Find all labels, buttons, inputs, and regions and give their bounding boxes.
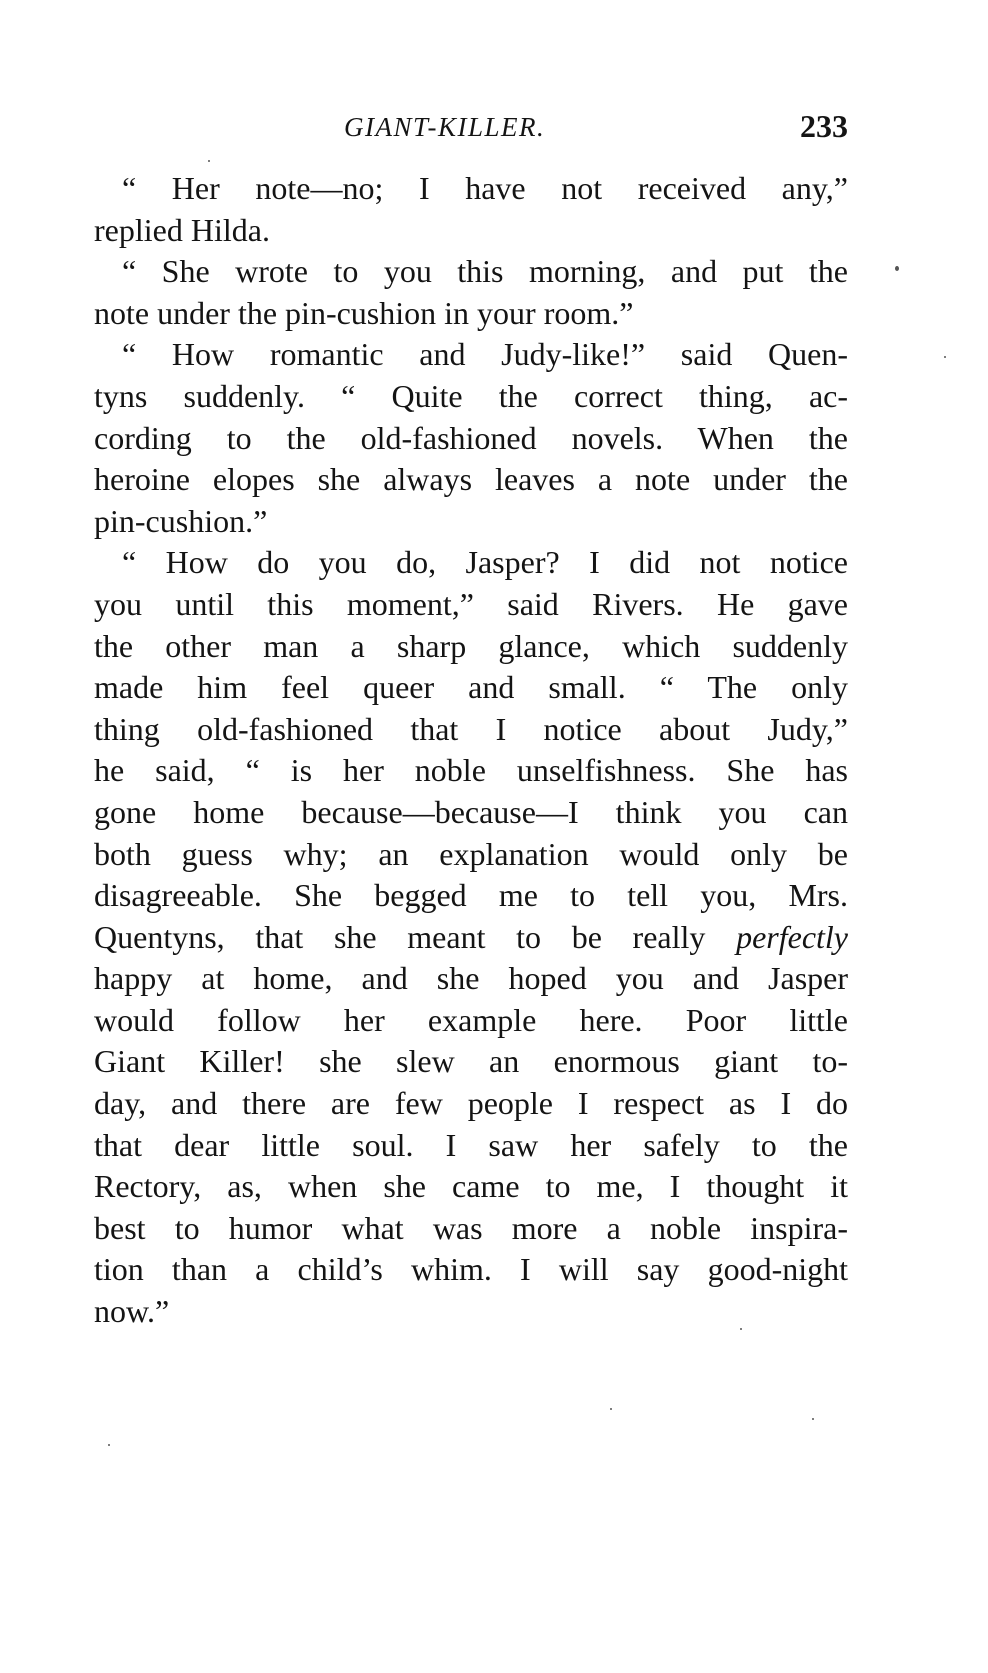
text-line: gone home because—because—I think you can [94,793,848,830]
text-line: happy at home, and she hoped you and Jasper [94,960,848,997]
text-line: the other man a sharp glance, which suddenly [94,627,848,664]
running-head [94,108,848,152]
text-line: made him feel queer and small. “ The only [94,669,848,706]
text-line: that dear little soul. I saw her safely to the [94,1126,848,1163]
paper-speck [895,266,899,271]
running-title: GIANT-KILLER. [344,112,546,142]
text-line: cording to the old-fashioned novels. When the [94,419,848,456]
text-line: heroine elopes she always leaves a note under the [94,461,848,498]
page-number: 233 [800,108,848,144]
text-line: “ How romantic and Judy-like!” said Quen- [122,336,848,373]
paper-speck [108,1444,110,1446]
text-line: note under the pin-cushion in your room.” [94,294,634,331]
paper-speck [740,1328,742,1330]
text-line: “ Her note—no; I have not received any,” [122,170,848,206]
text-line: disagreeable. She begged me to tell you, Mrs. [94,877,848,914]
text-line: thing old-fashioned that I notice about Judy,” [94,710,848,747]
text-line: “ How do you do, Jasper? I did not notice [122,544,848,581]
text-line: “ She wrote to you this morning, and put the [122,253,848,290]
text-line: Giant Killer! she slew an enormous giant to- [94,1043,848,1080]
text-line: replied Hilda. [94,211,270,248]
body-text [94,168,848,1333]
paper-speck [944,356,946,358]
text-line: now.” [94,1293,170,1330]
paper-speck [208,160,210,162]
text-line: tion than a child’s whim. I will say good-night [94,1251,848,1288]
text-line: would follow her example here. Poor little [94,1001,848,1038]
text-segment: Quentyns, that she meant to be really [94,918,737,955]
emphasized-word: perfectly [736,918,848,955]
text-line: Rectory, as, when she came to me, I thought it [94,1168,848,1205]
text-line: day, and there are few people I respect as I do [94,1085,848,1122]
text-line: you until this moment,” said Rivers. He gave [94,585,848,622]
text-line: tyns suddenly. “ Quite the correct thing, ac- [94,377,848,414]
text-line: pin-cushion.” [94,502,268,539]
text-line: best to humor what was more a noble inspira- [94,1209,848,1246]
paper-speck [812,1418,814,1420]
text-line: he said, “ is her noble unselfishness. She has [94,752,848,789]
text-line: both guess why; an explanation would only be [94,835,848,872]
paper-speck [610,1408,612,1410]
text-line [94,917,848,959]
